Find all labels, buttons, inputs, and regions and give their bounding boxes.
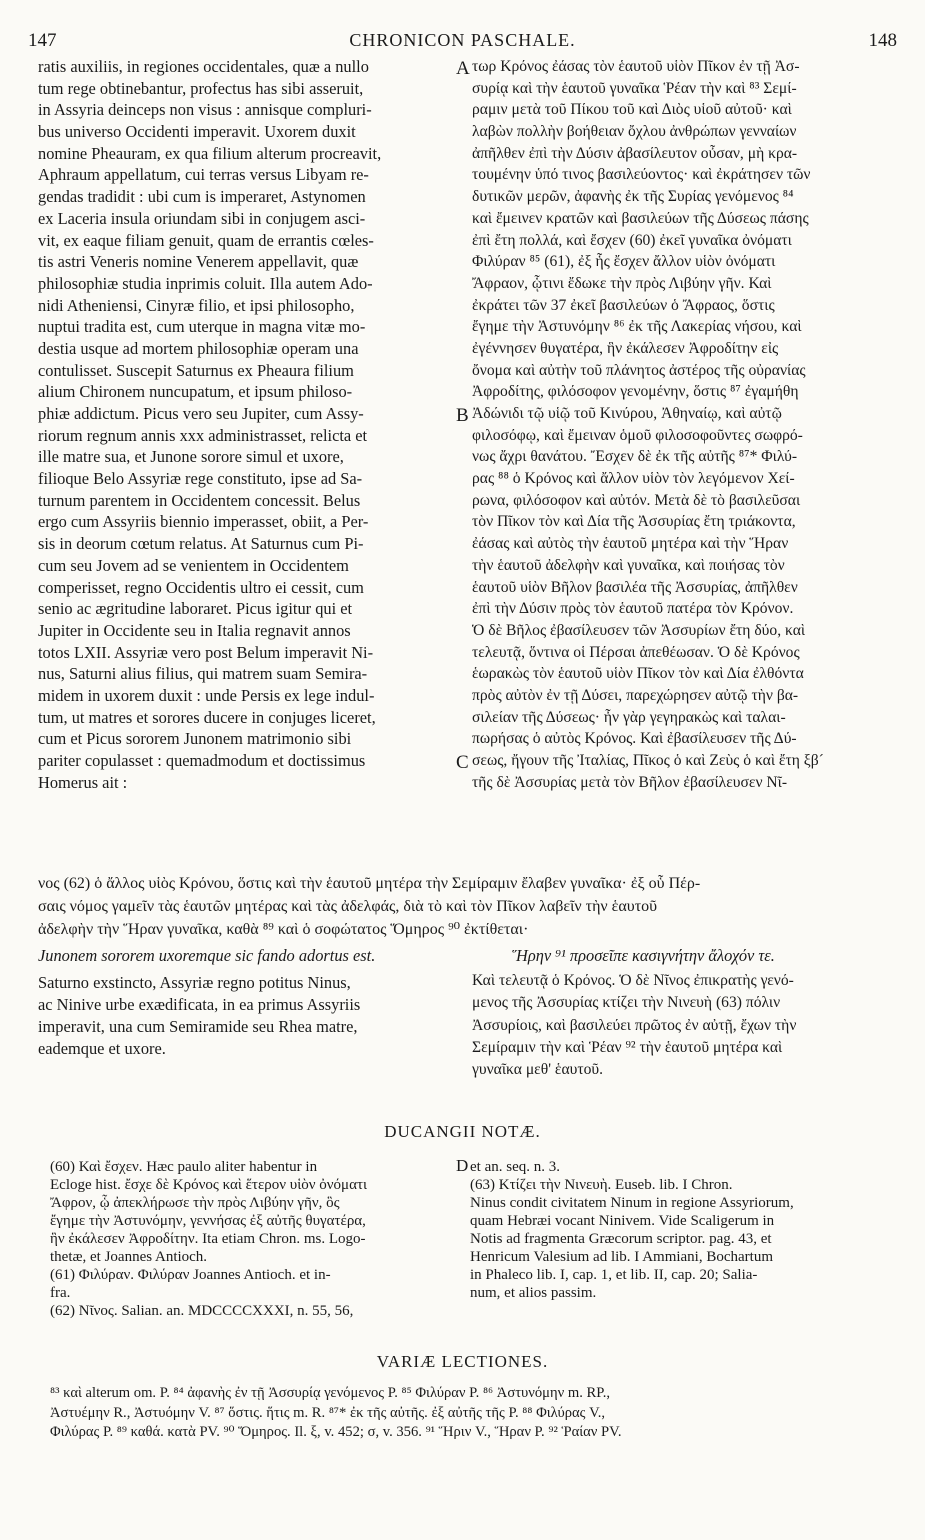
text-line: riorum regnum annis xxx administrasset, relicta et [38,425,368,445]
text-line: Ἄφραον, ᾧτινι ἔδωκε τὴν πρὸς Λιβύην γῆν. Καὶ [472,274,772,292]
text-line: tis astri Veneris nomine Venerem appellavit, quæ [38,252,359,272]
note-line: (62) Νῖνος. Salian. an. MDCCCCXXXI, n. 55, 56, [50,1303,354,1319]
text-line: Saturno exstincto, Assyriæ regno potitus Ninus, [38,973,351,992]
text-line: σαις νόμος γαμεῖν τὰς ἑαυτῶν μητέρας καὶ τὰς ἀδελφάς, διὰ τὸ καὶ τὸν Πῖκον λαβεῖν τὴν ἑαυτοῦ [38,898,658,915]
note-line: ἣν ἐκάλεσεν Ἀφροδίτην. Ita etiam Chron. ms. Logo- [50,1231,366,1247]
text-line: Aphraum appellatum, cui terras versus Libyam re- [38,165,369,185]
greek-full-width-lines [38,872,898,941]
text-line: ἑαυτοῦ υἱὸν Βῆλον βασιλέα τῆς Ἀσσυρίας, ἀπῆλθεν [472,578,798,596]
text-line: philosophiæ studia inprimis coluit. Illa autem Ado- [38,273,373,293]
text-line: ἐάσας καὶ αὐτὸς τὴν ἑαυτοῦ μητέρα καὶ τὴν Ἥραν [472,535,789,553]
text-line: ρας ⁸⁸ ὁ Κρόνος καὶ ἄλλον υἱὸν τὸν λεγόμενον Χεί- [472,470,795,488]
margin-marker-d: D [456,1156,469,1175]
text-line: senio ac ægritudine laboraret. Picus igitur qui et [38,599,353,619]
margin-marker-b: B [456,405,469,426]
text-line: tum rege obtinebantur, profectus has sibi asseruit, [38,78,364,98]
text-line: μενος τῆς Ἀσσυρίας κτίζει τὴν Νινευὴ (63) πόλιν [472,994,781,1012]
text-line: ρωνα, φιλόσοφον καὶ αὐτόν. Μετὰ δὲ τὸ βασιλεῦσαι [472,491,801,509]
text-line: Φιλύραν ⁸⁵ (61), ἐξ ἧς ἔσχεν ἄλλον υἱὸν ὀνόματι [472,253,776,271]
text-line: in Assyria deinceps non visus : annisque compluri- [38,100,372,120]
variant-line: Φιλύρας P. ⁸⁹ καθά. κατὰ PV. ⁹⁰ Ὅμηρος. Il. ξ, v. 452; σ, v. 356. ⁹¹ Ἥριν V., Ἥραν P. ⁹² Ῥαίαν PV. [50,1424,622,1440]
note-line: thetæ, et Joannes Antioch. [50,1249,208,1265]
verse-latin: Junonem sororem uxoremque sic fando adortus est. [38,946,376,965]
text-line: turnum parentem in Occidentem concessit. Belus [38,490,361,510]
text-line: ἐκράτει τῶν 37 ἐκεῖ βασιλεύων ὁ Ἄφραος, ὅστις [472,296,775,314]
notes-heading: DUCANGII NOTÆ. [384,1122,541,1141]
notes-left-column [50,1158,455,1320]
text-line: γυναῖκα μεθ' ἑαυτοῦ. [472,1061,604,1079]
text-line: ratis auxiliis, in regiones occidentales, quæ a nullo [38,57,369,76]
page-title: CHRONICON PASCHALE. [349,30,576,50]
variae-heading: VARIÆ LECTIONES. [376,1352,549,1371]
note-line: (60) Καὶ ἔσχεν. Hæc paulo aliter habentur in [50,1159,318,1175]
note-line: fra. [50,1285,71,1301]
verse-greek: Ἥρην ⁹¹ προσεῖπε κασιγνήτην ἄλοχόν τε. [512,946,775,965]
note-line: et an. seq. n. 3. [470,1159,560,1175]
text-line: gendas tradidit : ubi cum is imperaret, Astynomen [38,187,366,207]
note-line: Ninus condit civitatem Ninum in regione Assyriorum, [470,1195,794,1211]
note-line: (61) Φιλύραν. Φιλύραν Joannes Antioch. et in- [50,1267,331,1283]
note-line: Henricum Valesium ad lib. I Ammiani, Bochartum [470,1249,774,1265]
text-line: ὄνομα καὶ αὐτὴν τοῦ πλάνητος ἀστέρος τῆς οὐρανίας [472,361,806,379]
text-line: ἐγέννησεν θυγατέρα, ἣν ἐκάλεσεν Ἀφροδίτην εἰς [472,339,779,357]
text-line: midem in uxorem duxit : unde Persis ex lege indul- [38,685,375,705]
variant-line: ⁸³ καὶ alterum om. P. ⁸⁴ ἀφανὴς ἐν τῇ Ἀσσυρίᾳ γενόμενος P. ⁸⁵ Φιλύραν P. ⁸⁶ Ἀστυνόμην m. RP., [50,1385,611,1401]
text-line: τουμένην ὑπό τινος βασιλεύοντος· καὶ ἐκράτησεν τῶν [472,166,811,184]
greek-continuation [472,970,892,1081]
page-number-right: 148 [868,30,897,51]
latin-continuation [38,972,453,1060]
text-line: ergo cum Assyriis biennio imperasset, obiit, a Per- [38,512,369,532]
notes-right-column [470,1158,895,1302]
text-line: destia usque ad mortem philosophiæ operam una [38,338,359,358]
text-line: νος (62) ὁ ἄλλος υἱὸς Κρόνου, ὅστις καὶ τὴν ἑαυτοῦ μητέρα τὴν Σεμίραμιν ἔλαβεν γυναῖκα· ἐξ οὗ Πέρ- [38,875,701,892]
text-line: Καὶ τελευτᾷ ὁ Κρόνος. Ὁ δὲ Νῖνος ἐπικρατὴς γενό- [472,972,794,989]
margin-marker-c: C [456,752,469,773]
text-line: contulisset. Suscepit Saturnus ex Pheaura filium [38,360,354,380]
text-line: ἐπὶ ἔτη πολλά, καὶ ἔσχεν (60) ἐκεῖ γυναῖκα ὀνόματι [472,231,792,249]
text-line: τελευτᾷ, ὅντινα οἱ Πέρσαι ἀπεθέωσαν. Ὁ δὲ Κρόνος [472,643,800,661]
note-line: Ecloge hist. ἔσχε δὲ Κρόνος καὶ ἕτερον υἱὸν ὀνόματι [50,1177,368,1193]
note-line: ἔγημε τὴν Ἀστυνόμην, γεννήσας ἐξ αὐτῆς θυγατέρα, [50,1213,366,1229]
text-line: ille matre sua, et Junone sorore simul et uxore, [38,447,344,467]
text-line: νως ἄχρι θανάτου. Ἔσχεν δὲ ἐκ τῆς αὐτῆς ⁸⁷* Φιλύ- [472,448,798,466]
text-line: nidi Atheniensi, Cinyræ filio, et ipsi philosopho, [38,295,355,315]
text-line: Ἀδώνιδι τῷ υἱῷ τοῦ Κινύρου, Ἀθηναίῳ, καὶ αὐτῷ [472,405,782,422]
note-line: quam Hebræi vocant Ninivem. Vide Scaligerum in [470,1213,775,1229]
note-line: (63) Κτίζει τὴν Νινευὴ. Euseb. lib. I Chron. [470,1177,733,1193]
text-line: cum et Picus sororem Junonem matrimonio sibi [38,729,352,749]
text-line: tum, ut matres et sorores ducere in conjuges liceret, [38,707,376,727]
text-line: phiæ addictum. Picus vero seu Jupiter, cum Assy- [38,404,364,423]
text-line: σιλείαν τῆς Δύσεως· ἦν γὰρ γεγηρακὼς καὶ ταλαι- [472,708,786,726]
text-line: imperavit, una cum Semiramide seu Rhea matre, [38,1017,358,1036]
text-line: τὴν ἑαυτοῦ ἀδελφὴν καὶ γυναῖκα, καὶ ποιήσας τὸν [472,556,785,574]
text-line: Ἀφροδίτης, φιλόσοφον γενομένην, ὅστις ⁸⁷ ἐγαμήθη [472,383,799,401]
text-line: alium Chironem nuncupatum, et ipsum philoso- [38,382,353,402]
text-line: ἀδελφὴν τὴν Ἥραν γυναῖκα, καθὰ ⁸⁹ καὶ ὁ σοφώτατος Ὅμηρος ⁹⁰ ἐκτίθεται· [38,921,529,938]
text-line: τῆς δὲ Ἀσσυρίας μετὰ τὸν Βῆλον ἐβασίλευσεν Νῖ- [472,773,788,791]
text-line: Jupiter in Occidente seu in Italia regnavit annos [38,620,351,640]
text-line: ἀπῆλθεν ἐπὶ τὴν Δύσιν ἀβασίλευτον οὖσαν, μὴ κρα- [472,144,798,162]
note-line: num, et alios passim. [470,1285,597,1301]
variae-lectiones [50,1384,900,1443]
text-line: filioque Belo Assyriæ rege constituto, ipse ad Sa- [38,469,363,489]
text-line: λαβὼν πολλὴν βοήθειαν ὄχλου ἀνθρώπων γενναίων [472,123,797,141]
margin-marker-a: A [456,58,470,79]
text-line: cum seu Jovem ad se venientem in Occidentem [38,555,349,575]
text-line: πωρήσας ὁ αὐτὸς Κρόνος. Καὶ ἐβασίλευσεν τῆς Δύ- [472,730,797,748]
text-line: eademque et uxore. [38,1039,166,1058]
greek-column [472,56,892,793]
text-line: vit, ex eaque filiam genuit, quam de errantis cœles- [38,230,374,250]
text-line: ac Ninive urbe exædificata, in ea primus Assyriis [38,995,361,1014]
variant-line: Ἀστυέμην R., Ἀστυόμην V. ⁸⁷ ὅστις. ἥτις m. R. ⁸⁷* ἐκ τῆς αὐτῆς. ἐξ αὐτῆς τῆς P. ⁸⁸ Φιλύρας V., [50,1404,606,1421]
text-line: sis in deorum cœtum relatus. At Saturnus cum Pi- [38,534,364,554]
text-line: bus universo Occidenti imperavit. Uxorem duxit [38,122,356,142]
text-line: ἑωρακὼς τὸν ἑαυτοῦ υἱὸν Πῖκον τὸν καὶ Δία ἐλθόντα [472,665,804,683]
text-line: Σεμίραμιν τὴν καὶ Ῥέαν ⁹² τὴν ἑαυτοῦ μητέρα καὶ [472,1038,783,1056]
text-line: comperisset, regno Occidentis ultro ei cessit, cum [38,577,364,597]
page-number-left: 147 [28,30,57,51]
text-line: Ἀσσυρίοις, καὶ βασιλεύει πρῶτος ἐν αὐτῇ, ἔχων τὴν [472,1016,797,1034]
text-line: nus, Saturni alius filius, qui matrem suam Semira- [38,664,368,684]
text-line: πρὸς αὐτὸν ἐν τῇ Δύσει, παρεχώρησεν αὐτῷ τὴν βα- [472,686,799,704]
text-line: τωρ Κρόνος ἐάσας τὸν ἑαυτοῦ υἱὸν Πῖκον ἐν τῇ Ἀσ- [472,58,800,75]
text-line: καὶ ἔμεινεν κρατῶν καὶ βασιλεύων τῆς Δύσεως πάσης [472,209,809,227]
text-line: ραμιν μετὰ τοῦ Πίκου τοῦ καὶ Διὸς υἱοῦ αὐτοῦ· καὶ [472,101,792,119]
text-line: nuptui tradita est, cum uterque in magna vitæ mo- [38,317,366,337]
latin-column [38,56,453,793]
text-line: nomine Pheauram, ex qua filium alterum procreavit, [38,143,382,163]
text-line: totos LXII. Assyriæ vero post Belum imperavit Ni- [38,642,374,662]
text-line: pariter copulasset : quemadmodum et doctissimus [38,751,366,770]
text-line: συρίᾳ καὶ τὴν ἑαυτοῦ γυναῖκα Ῥέαν τὴν καὶ ⁸³ Σεμί- [472,79,797,97]
text-line: Ὁ δὲ Βῆλος ἐβασίλευσεν τῶν Ἀσσυρίων ἔτη δύο, καὶ [472,621,806,639]
text-line: φιλοσόφῳ, καὶ ἔμειναν ὁμοῦ φιλοσοφοῦντες σωφρό- [472,426,803,444]
note-line: Ἄφρον, ᾧ ἀπεκλήρωσε τὴν πρὸς Λιβύην γῆν, ὃς [50,1195,340,1211]
note-line: Notis ad fragmenta Græcorum scriptor. pag. 43, et [470,1231,772,1247]
text-line: τὸν Πῖκον τὸν καὶ Δία τῆς Ἀσσυρίας ἔτη τριάκοντα, [472,513,796,531]
note-line: in Phaleco lib. I, cap. 1, et lib. II, cap. 20; Salia- [470,1267,758,1283]
running-header [28,30,897,54]
text-line: Homerus ait : [38,772,128,792]
text-line: δυτικῶν μερῶν, ἀφανὴς ἐκ τῆς Συρίας γενόμενος ⁸⁴ [472,188,794,206]
text-line: ἔγημε τὴν Ἀστυνόμην ⁸⁶ ἐκ τῆς Λακερίας νήσου, καὶ [472,318,802,336]
text-line: σεως, ἤγουν τῆς Ἰταλίας, Πῖκος ὁ καὶ Ζεὺς ὁ καὶ ἔτη ξβ´ [472,752,824,769]
text-line: ἐπὶ τὴν Δύσιν πρὸς τὸν ἑαυτοῦ πατέρα τὸν Κρόνον. [472,600,794,618]
text-line: ex Laceria insula oriundam sibi in conjugem asci- [38,208,366,228]
